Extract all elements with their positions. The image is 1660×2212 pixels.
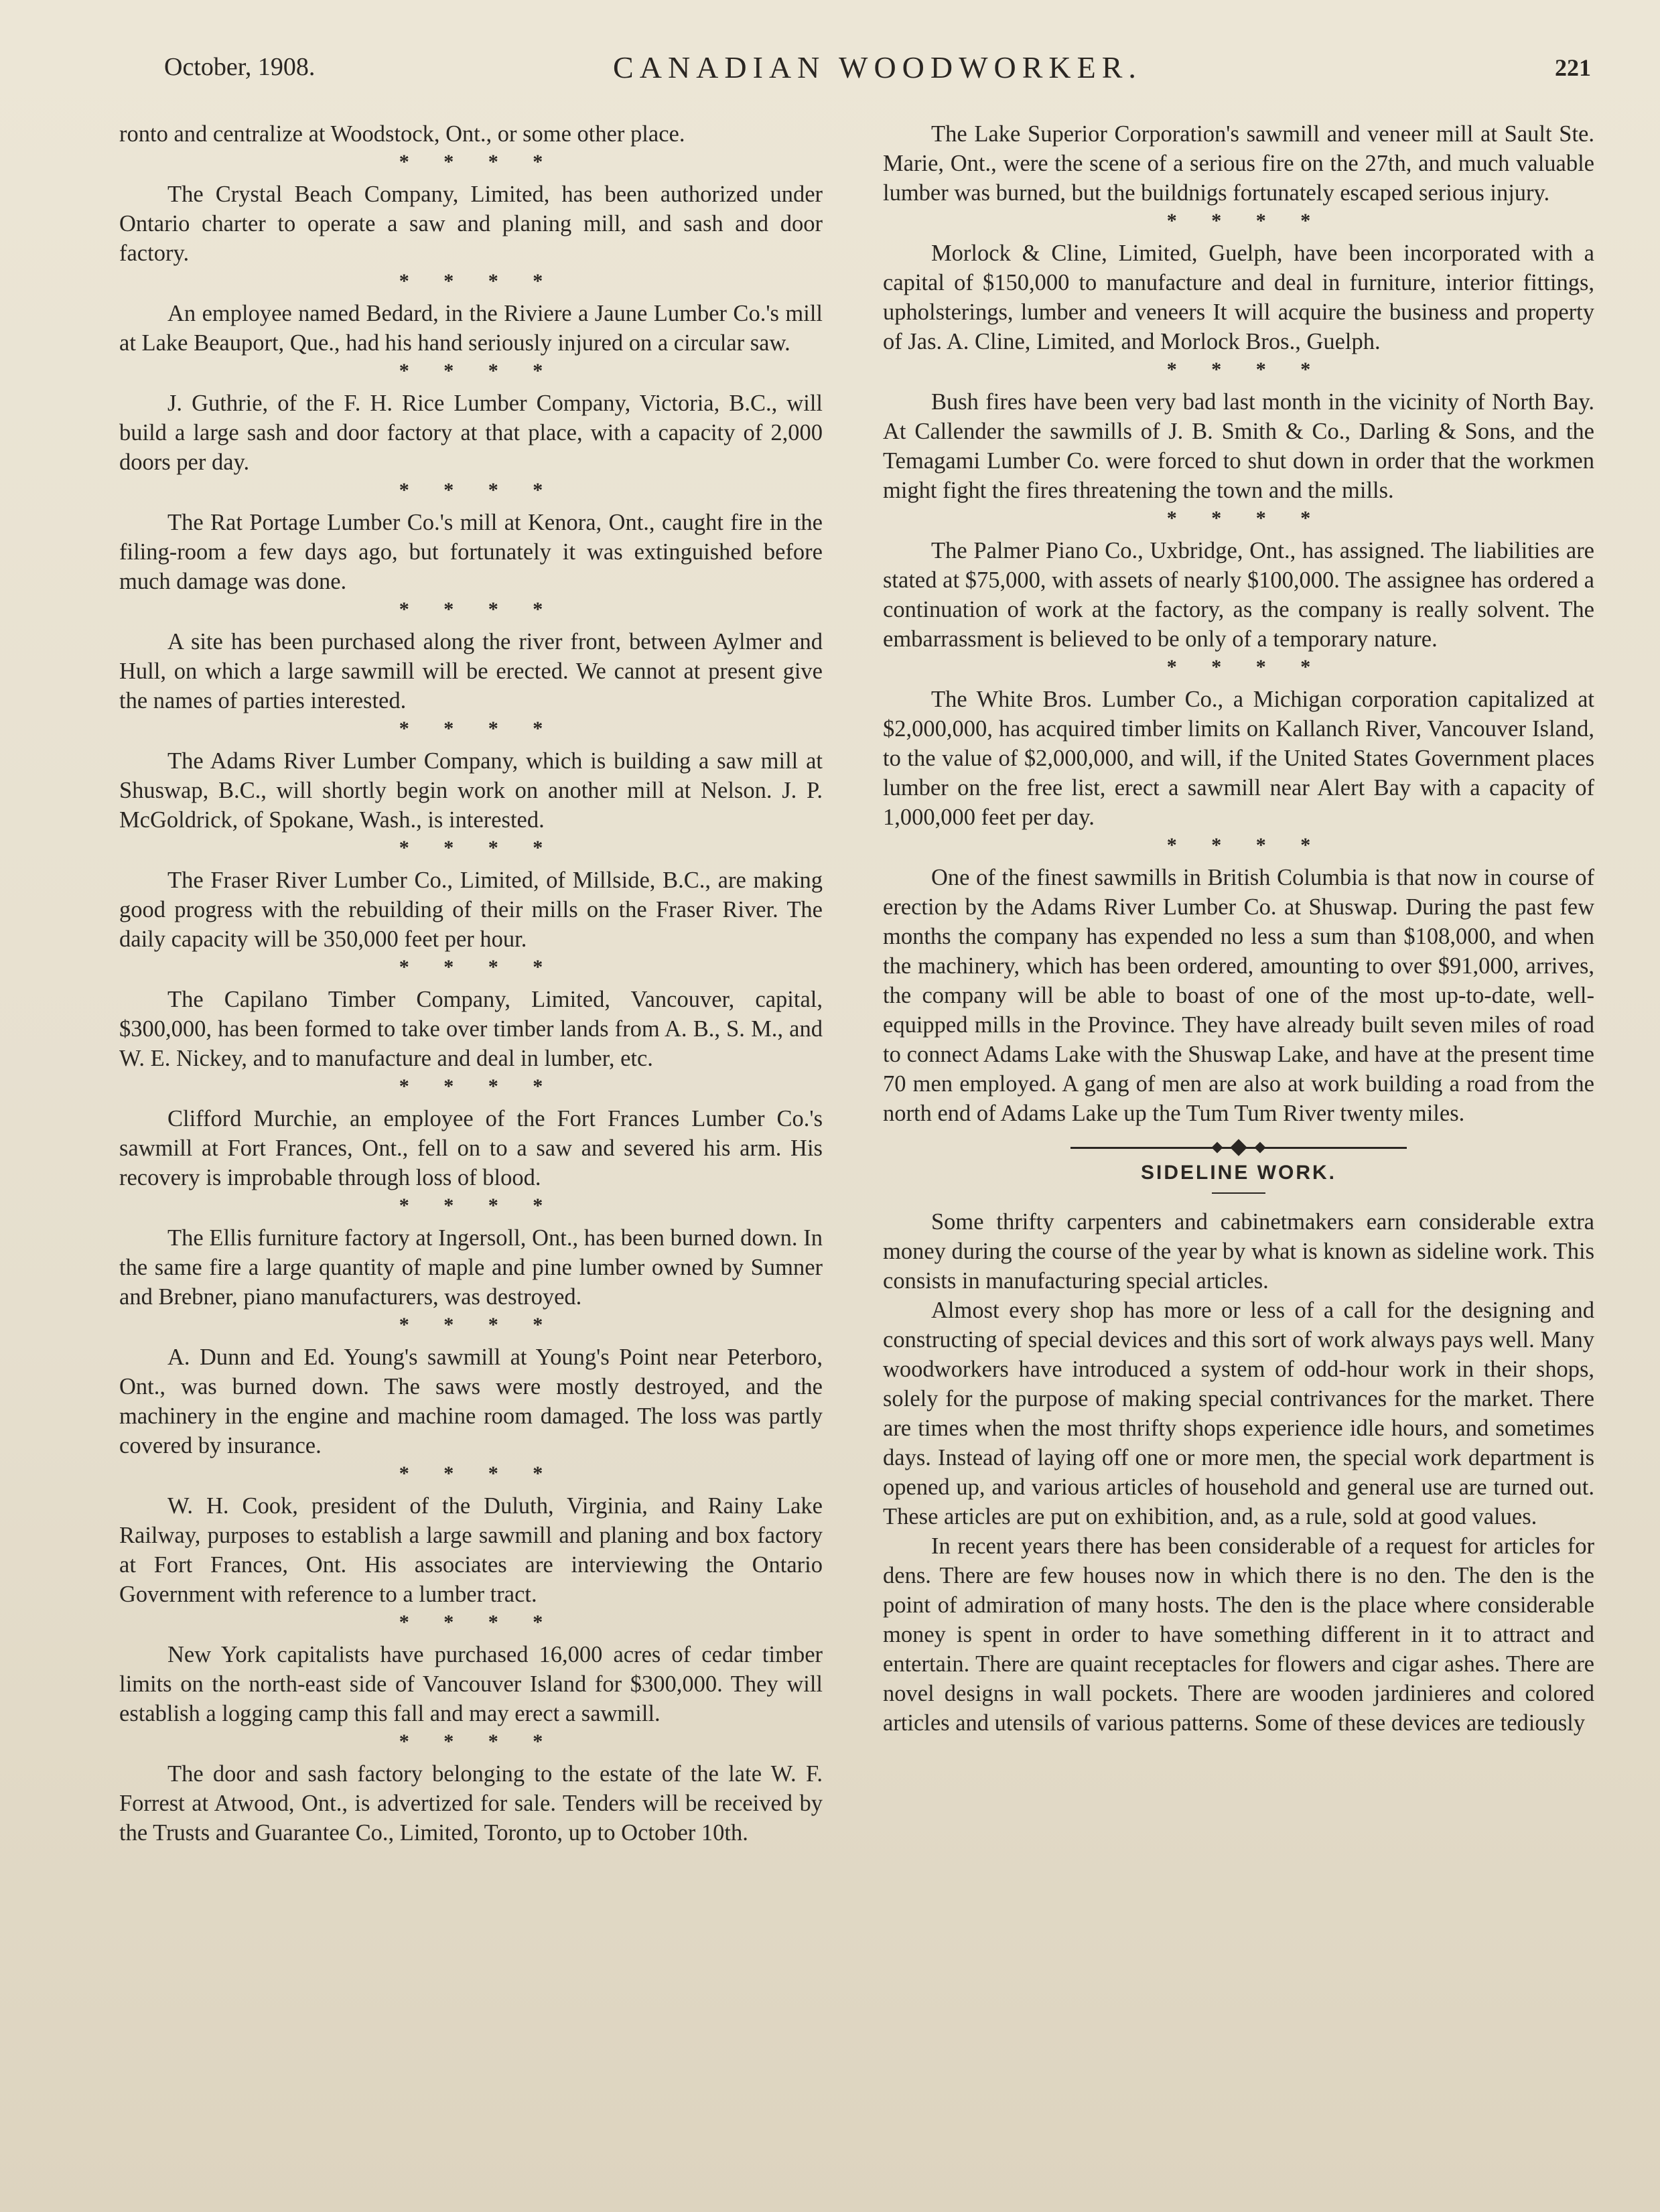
news-item: Bush fires have been very bad last month in the vicinity of North Bay. At Callender the sawmills of J. B. Smith & Co., Darling & Sons, and the Temagami Lumber Co. were forced to shut down in order that the workmen might fight the fires threatening the town and the mills. [883, 389, 1594, 503]
news-item: The White Bros. Lumber Co., a Michigan corporation capitalized at $2,000,000, has acquired timber limits on Kallanch River, Vancouver Island, to the value of $2,000,000, and will, if the United States Government places lumber on the free list, erect a sawmill near Alert Bay with a capacity of 1,000,000 feet per day. [883, 687, 1594, 830]
separator-stars: * * * * [1166, 834, 1326, 856]
news-item: The Rat Portage Lumber Co.'s mill at Kenora, Ont., caught fire in the filing-room a few days ago, but fortunately it was extinguished before much damage was done. [119, 510, 823, 594]
separator-stars: * * * * [399, 598, 558, 620]
article-paragraph: Some thrifty carpenters and cabinetmakers earn considerable extra money during the course of the year by what is known as sideline work. This consists in manufacturing special articles. [883, 1209, 1594, 1294]
separator-stars: * * * * [1166, 210, 1326, 232]
news-item: An employee named Bedard, in the Riviere a Jaune Lumber Co.'s mill at Lake Beauport, Que., had his hand seriously injured on a circular saw. [119, 301, 823, 356]
news-item: Clifford Murchie, an employee of the Fort Frances Lumber Co.'s sawmill at Fort Frances, Ont., fell on to a saw and severed his arm. His recovery is improbable through loss of blood. [119, 1106, 823, 1190]
news-item: The Crystal Beach Company, Limited, has been authorized under Ontario charter to operate a saw and planing mill, and sash and door factory. [119, 182, 823, 266]
separator-stars: * * * * [399, 270, 558, 292]
separator-stars: * * * * [399, 956, 558, 978]
right-column [883, 119, 1594, 1738]
news-item: The Capilano Timber Company, Limited, Vancouver, capital, $300,000, has been formed to take over timber lands from A. B., S. M., and W. E. Nickey, and to manufacture and deal in lumber, etc. [119, 987, 823, 1071]
left-column [119, 119, 823, 1848]
magazine-title: CANADIAN WOODWORKER. [613, 50, 1142, 84]
news-item: The Palmer Piano Co., Uxbridge, Ont., has assigned. The liabilities are stated at $75,000, with assets of nearly $100,000. The assignee has ordered a continuation of work at the factory, as the company is really solvent. The embarrassment is believed to be only of a temporary nature. [883, 538, 1594, 652]
separator-stars: * * * * [399, 1314, 558, 1336]
news-item: A site has been purchased along the river front, between Aylmer and Hull, on which a large sawmill will be erected. We cannot at present give the names of parties interested. [119, 629, 823, 713]
separator-stars: * * * * [1166, 656, 1326, 678]
separator-stars: * * * * [1166, 358, 1326, 381]
ornament-diamond-icon [1255, 1142, 1266, 1154]
issue-date: October, 1908. [164, 53, 316, 81]
article-paragraph: In recent years there has been considerable of a request for articles for dens. There are few houses now in which there is no den. The den is the point of admiration of many hosts. The den is the place where considerable money is spent in order to have something different in it to attract and entertain. There are quaint receptacles for flowers and cigar ashes. There are novel designs in wall pockets. There are wooden jardinieres and colored articles and utensils of various patterns. Some of these devices are tediously [883, 1533, 1594, 1736]
news-item: A. Dunn and Ed. Young's sawmill at Young's Point near Peterboro, Ont., was burned down. The saws were mostly destroyed, and the machinery in the engine and machine room damaged. The loss was partly covered by insurance. [119, 1344, 823, 1458]
separator-stars: * * * * [399, 1462, 558, 1484]
separator-stars: * * * * [399, 837, 558, 859]
separator-stars: * * * * [399, 479, 558, 501]
separator-stars: * * * * [399, 360, 558, 382]
separator-stars: * * * * [399, 717, 558, 740]
section-title: SIDELINE WORK. [1140, 1162, 1336, 1184]
news-item: J. Guthrie, of the F. H. Rice Lumber Company, Victoria, B.C., will build a large sash and door factory at that place, with a capacity of 2,000 doors per day. [119, 391, 823, 475]
page-header [164, 52, 1591, 99]
ornament-diamond-icon [1212, 1142, 1223, 1154]
title-underline [1212, 1192, 1265, 1194]
news-item: The Fraser River Lumber Co., Limited, of Millside, B.C., are making good progress with the rebuilding of their mills on the Fraser River. The daily capacity will be 350,000 feet per hour. [119, 868, 823, 952]
ornamental-rule [883, 1137, 1594, 1158]
news-item: Morlock & Cline, Limited, Guelph, have been incorporated with a capital of $150,000 to manufacture and deal in furniture, interior fittings, upholsterings, lumber and veneers It will acquire the business and property of Jas. A. Cline, Limited, and Morlock Bros., Guelph. [883, 240, 1594, 354]
separator-stars: * * * * [399, 1730, 558, 1752]
news-item: The door and sash factory belonging to the estate of the late W. F. Forrest at Atwood, Ont., is advertized for sale. Tenders will be received by the Trusts and Guarantee Co., Limited, Toronto, up to October 10th. [119, 1761, 823, 1846]
news-item: New York capitalists have purchased 16,000 acres of cedar timber limits on the north-east side of Vancouver Island for $300,000. They will establish a logging camp this fall and may erect a sawmill. [119, 1642, 823, 1726]
page-number: 221 [1555, 54, 1591, 81]
separator-stars: * * * * [399, 1611, 558, 1633]
news-item: ronto and centralize at Woodstock, Ont., or some other place. [119, 121, 685, 147]
news-item: The Lake Superior Corporation's sawmill and veneer mill at Sault Ste. Marie, Ont., were the scene of a serious fire on the 27th, and much valuable lumber was burned, but the buildnigs fortunately escaped serious injury. [883, 121, 1594, 206]
separator-stars: * * * * [1166, 507, 1326, 529]
news-item: W. H. Cook, president of the Duluth, Virginia, and Rainy Lake Railway, purposes to establish a large sawmill and planing and box factory at Fort Frances, Ont. His associates are interviewing the Ontario Government with reference to a lumber tract. [119, 1493, 823, 1607]
news-item: The Adams River Lumber Company, which is building a saw mill at Shuswap, B.C., will shortly begin work on another mill at Nelson. J. P. McGoldrick, of Spokane, Wash., is interested. [119, 748, 823, 833]
ornament-diamond-icon [1230, 1139, 1247, 1156]
separator-stars: * * * * [399, 1194, 558, 1217]
separator-stars: * * * * [399, 151, 558, 173]
separator-stars: * * * * [399, 1075, 558, 1097]
news-item: The Ellis furniture factory at Ingersoll, Ont., has been burned down. In the same fire a large quantity of maple and pine lumber owned by Sumner and Brebner, piano manufacturers, was destroyed. [119, 1225, 823, 1310]
news-item: One of the finest sawmills in British Columbia is that now in course of erection by the Adams River Lumber Co. at Shuswap. During the past few months the company has expended no less a sum than $108,000, and when the machinery, which has been ordered, amounting to over $91,000, arrives, the company will be able to boast of one of the most up-to-date, well-equipped mills in the Province. They have already built seven miles of road to connect Adams Lake with the Shuswap Lake, and have at the present time 70 men employed. A gang of men are also at work building a road from the north end of Adams Lake up the Tum Tum River twenty miles. [883, 865, 1594, 1126]
article-paragraph: Almost every shop has more or less of a call for the designing and constructing of special devices and this sort of work always pays well. Many woodworkers have introduced a system of odd-hour work in their shops, solely for the purpose of making special contrivances for the market. There are times when the most thrifty shops experience idle hours, and sometimes days. Instead of laying off one or more men, the special work department is opened up, and various articles of household and general use are turned out. These articles are put on exhibition, and, as a rule, sold at good values. [883, 1298, 1594, 1529]
